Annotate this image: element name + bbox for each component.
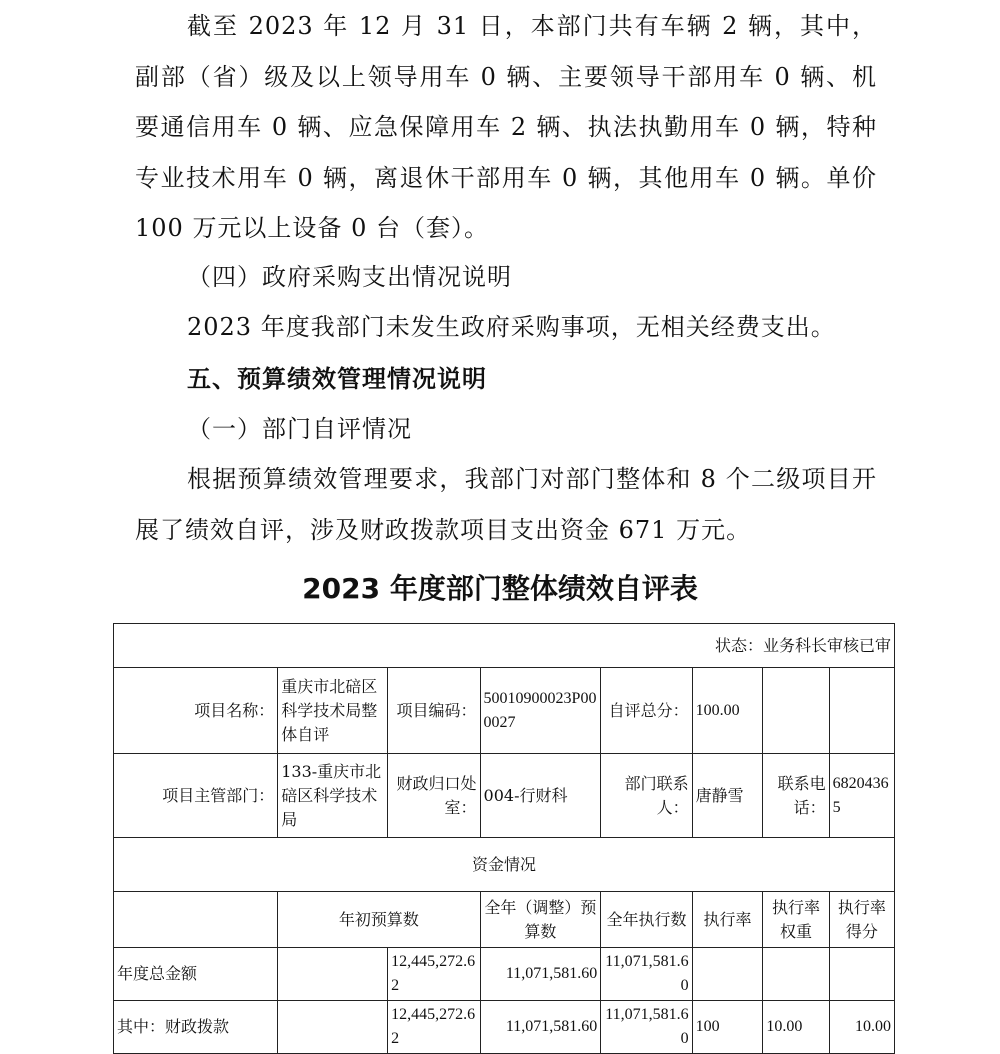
contact-value: 唐静雪 (692, 754, 763, 838)
self-eval-heading: （一）部门自评情况 (187, 415, 412, 443)
phone-label: 联系电话： (763, 754, 829, 838)
dept-value: 133-重庆市北碚区科学技术局 (278, 754, 388, 838)
row-executed: 11,071,581.60 (601, 948, 692, 1001)
project-name-value: 重庆市北碚区科学技术局整体自评 (278, 668, 388, 754)
project-code-value: 50010900023P000027 (480, 668, 601, 754)
row-initial: 12,445,272.62 (388, 948, 480, 1001)
row-adjusted: 11,071,581.60 (480, 948, 601, 1001)
row-executed: 11,071,581.60 (601, 1001, 692, 1054)
phone-value: 68204365 (829, 754, 894, 838)
row-rate (692, 948, 763, 1001)
empty-cell (829, 668, 894, 754)
procurement-paragraph: 2023 年度我部门未发生政府采购事项，无相关经费支出。 (187, 313, 836, 341)
performance-table (113, 623, 895, 1054)
vehicles-paragraph: 截至 2023 年 12 月 31 日，本部门共有车辆 2 辆，其中，副部（省）级及以上领导用车 0 辆、主要领导干部用车 0 辆、机要通信用车 0 辆、应急保障用车 2 辆、执法执勤用车 0 辆，特种专业技术用车 0 辆，离退休干部用车 0 辆，其他用车 0 辆。单价 100 万元以上设备 0 台（套）。 (135, 12, 877, 242)
section5-heading: 五、预算绩效管理情况说明 (187, 365, 487, 393)
self-eval-paragraph: 根据预算绩效管理要求，我部门对部门整体和 8 个二级项目开展了绩效自评，涉及财政拨款项目支出资金 671 万元。 (135, 465, 877, 544)
row-initial: 12,445,272.62 (388, 1001, 480, 1054)
header-initial: 年初预算数 (278, 892, 480, 948)
empty-cell (278, 948, 388, 1001)
procurement-heading: （四）政府采购支出情况说明 (187, 263, 512, 291)
header-weight: 执行率权重 (763, 892, 829, 948)
finance-label: 财政归口处室： (388, 754, 480, 838)
row-rate: 100 (692, 1001, 763, 1054)
row-weight: 10.00 (763, 1001, 829, 1054)
row-label: 年度总金额 (114, 948, 278, 1001)
header-executed: 全年执行数 (601, 892, 692, 948)
row-label: 其中：财政拨款 (114, 1001, 278, 1054)
score-value: 100.00 (692, 668, 763, 754)
row-score: 10.00 (829, 1001, 894, 1054)
empty-cell (114, 892, 278, 948)
header-rate: 执行率 (692, 892, 763, 948)
score-label: 自评总分： (601, 668, 692, 754)
empty-cell (763, 668, 829, 754)
header-adjusted: 全年（调整）预算数 (480, 892, 601, 948)
funds-heading: 资金情况 (114, 838, 895, 892)
table-title: 2023 年度部门整体绩效自评表 (302, 572, 698, 605)
row-weight (763, 948, 829, 1001)
row-score (829, 948, 894, 1001)
contact-label: 部门联系人： (601, 754, 692, 838)
row-adjusted: 11,071,581.60 (480, 1001, 601, 1054)
empty-cell (278, 1001, 388, 1054)
project-name-label: 项目名称： (114, 668, 278, 754)
status-cell: 状态：业务科长审核已审 (114, 624, 895, 668)
dept-label: 项目主管部门： (114, 754, 278, 838)
header-score: 执行率得分 (829, 892, 894, 948)
project-code-label: 项目编码： (388, 668, 480, 754)
finance-value: 004-行财科 (480, 754, 601, 838)
